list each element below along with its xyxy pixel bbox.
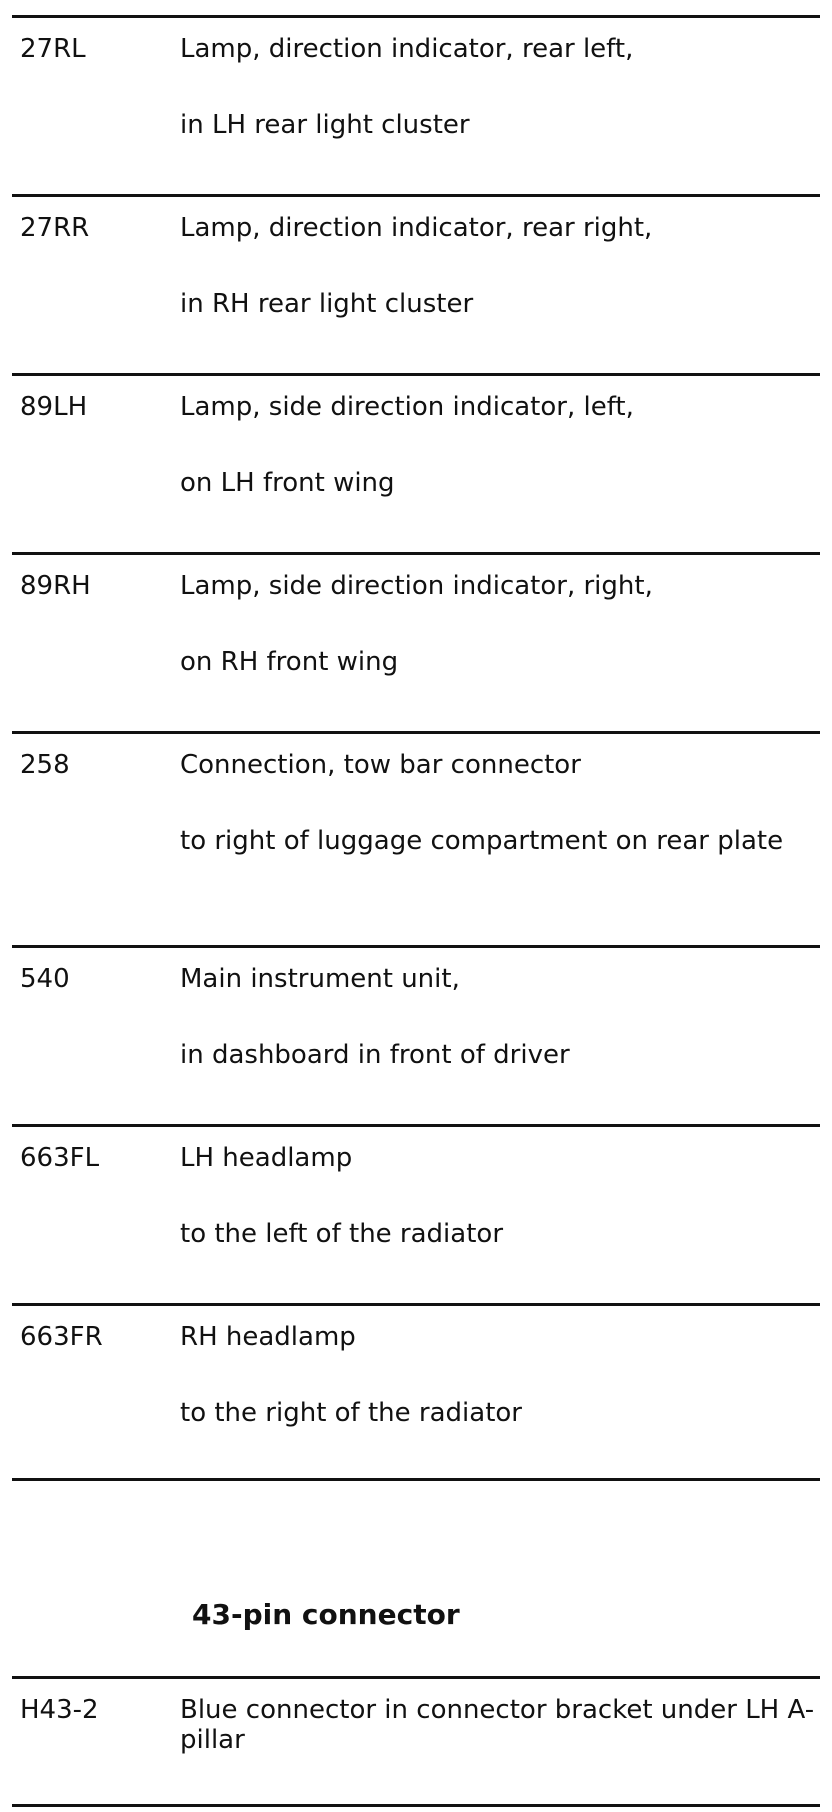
description-line: LH headlamp — [180, 1143, 353, 1173]
table-row — [12, 1127, 820, 1303]
component-description — [180, 964, 820, 1070]
location-line: on LH front wing — [180, 468, 395, 498]
table-row — [12, 1679, 820, 1804]
component-description — [180, 1695, 820, 1755]
table-row — [12, 734, 820, 945]
component-code: 27RR — [20, 213, 90, 243]
location-line: to the right of the radiator — [180, 1398, 522, 1428]
component-description — [180, 1322, 820, 1428]
description-line: Main instrument unit, — [180, 964, 460, 994]
component-description — [180, 571, 820, 677]
description-line: Blue connector in connector bracket under LH A-pillar — [180, 1695, 815, 1755]
component-description — [180, 392, 820, 498]
component-code: 89LH — [20, 392, 88, 422]
component-description — [180, 213, 820, 319]
description-line: Lamp, side direction indicator, left, — [180, 392, 634, 422]
component-description — [180, 1143, 820, 1249]
description-line: Connection, tow bar connector — [180, 750, 581, 780]
table-row — [12, 376, 820, 552]
table-row — [12, 555, 820, 731]
component-description — [180, 750, 820, 856]
component-code: 89RH — [20, 571, 91, 601]
component-list — [12, 0, 820, 1807]
component-code: 663FR — [20, 1322, 103, 1352]
component-code: 540 — [20, 964, 70, 994]
location-line: on RH front wing — [180, 647, 399, 677]
location-line: to the left of the radiator — [180, 1219, 504, 1249]
table-row — [12, 197, 820, 373]
description-line: Lamp, side direction indicator, right, — [180, 571, 653, 601]
description-line: RH headlamp — [180, 1322, 356, 1352]
component-code: H43-2 — [20, 1695, 99, 1725]
description-line: Lamp, direction indicator, rear right, — [180, 213, 653, 243]
component-description — [180, 34, 820, 140]
divider — [12, 1804, 820, 1807]
component-code: 258 — [20, 750, 70, 780]
location-line: in LH rear light cluster — [180, 110, 470, 140]
table-row — [12, 948, 820, 1124]
table-row — [12, 18, 820, 194]
component-code: 663FL — [20, 1143, 100, 1173]
table-row — [12, 1306, 820, 1478]
location-line: in RH rear light cluster — [180, 289, 474, 319]
component-code: 27RL — [20, 34, 86, 64]
description-line: Lamp, direction indicator, rear left, — [180, 34, 634, 64]
section-heading: 43-pin connector — [192, 1598, 460, 1631]
location-line: to right of luggage compartment on rear plate — [180, 826, 784, 856]
location-line: in dashboard in front of driver — [180, 1040, 570, 1070]
